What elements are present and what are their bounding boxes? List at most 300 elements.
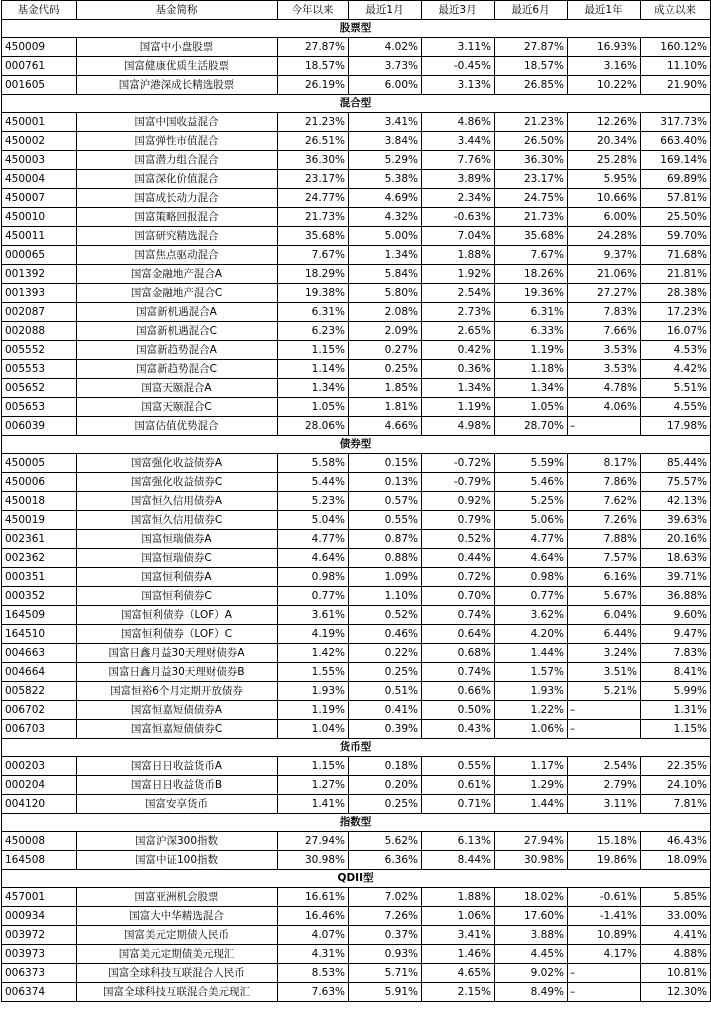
return-3m-cell: 1.19% [422, 398, 495, 417]
return-6m-cell: 18.02% [495, 888, 568, 907]
ytd-return-cell: 6.31% [278, 303, 349, 322]
fund-code-cell: 005822 [2, 682, 77, 701]
return-1m-cell: 0.18% [349, 757, 422, 776]
return-1y-cell: 5.67% [568, 587, 641, 606]
return-6m-cell: 0.77% [495, 587, 568, 606]
return-since-inception-cell: 42.13% [641, 492, 711, 511]
return-1m-cell: 0.46% [349, 625, 422, 644]
return-since-inception-cell: 25.50% [641, 208, 711, 227]
return-6m-cell: 3.62% [495, 606, 568, 625]
fund-name-cell: 国富恒利债券A [77, 568, 278, 587]
return-since-inception-cell: 18.09% [641, 851, 711, 870]
return-since-inception-cell: 22.35% [641, 757, 711, 776]
return-1m-cell: 0.52% [349, 606, 422, 625]
fund-name-cell: 国富全球科技互联混合人民币 [77, 964, 278, 983]
return-6m-cell: 5.06% [495, 511, 568, 530]
return-1m-cell: 7.02% [349, 888, 422, 907]
return-1y-cell: 20.34% [568, 132, 641, 151]
return-1m-cell: 0.41% [349, 701, 422, 720]
table-row [2, 851, 711, 870]
return-1y-cell: 3.53% [568, 341, 641, 360]
return-6m-cell: 27.94% [495, 832, 568, 851]
fund-code-cell: 000203 [2, 757, 77, 776]
fund-code-cell: 006373 [2, 964, 77, 983]
return-since-inception-cell: 17.23% [641, 303, 711, 322]
ytd-return-cell: 8.53% [278, 964, 349, 983]
fund-code-cell: 001392 [2, 265, 77, 284]
return-1m-cell: 0.25% [349, 795, 422, 814]
return-3m-cell: -0.72% [422, 454, 495, 473]
return-3m-cell: 3.89% [422, 170, 495, 189]
ytd-return-cell: 1.19% [278, 701, 349, 720]
fund-code-cell: 002362 [2, 549, 77, 568]
return-3m-cell: 4.86% [422, 113, 495, 132]
return-6m-cell: 1.06% [495, 720, 568, 739]
return-3m-cell: 1.34% [422, 379, 495, 398]
return-6m-cell: 26.85% [495, 76, 568, 95]
fund-code-cell: 002088 [2, 322, 77, 341]
return-since-inception-cell: 24.10% [641, 776, 711, 795]
ytd-return-cell: 23.17% [278, 170, 349, 189]
table-row [2, 227, 711, 246]
table-row [2, 644, 711, 663]
ytd-return-cell: 1.55% [278, 663, 349, 682]
return-6m-cell: 21.73% [495, 208, 568, 227]
fund-code-cell: 000351 [2, 568, 77, 587]
header-6m: 最近6月 [495, 1, 568, 20]
return-6m-cell: 9.02% [495, 964, 568, 983]
return-1m-cell: 0.37% [349, 926, 422, 945]
return-since-inception-cell: 59.70% [641, 227, 711, 246]
return-3m-cell: 7.04% [422, 227, 495, 246]
fund-name-cell: 国富日日收益货币A [77, 757, 278, 776]
section-header-row [2, 436, 711, 454]
return-3m-cell: 0.68% [422, 644, 495, 663]
return-1y-cell: 6.04% [568, 606, 641, 625]
return-since-inception-cell: 4.41% [641, 926, 711, 945]
return-6m-cell: 4.77% [495, 530, 568, 549]
fund-name-cell: 国富恒利债券C [77, 587, 278, 606]
return-1m-cell: 1.10% [349, 587, 422, 606]
return-3m-cell: 1.06% [422, 907, 495, 926]
table-row [2, 57, 711, 76]
ytd-return-cell: 26.19% [278, 76, 349, 95]
return-1y-cell: 27.27% [568, 284, 641, 303]
return-1y-cell: 4.78% [568, 379, 641, 398]
return-1m-cell: 0.57% [349, 492, 422, 511]
return-6m-cell: 35.68% [495, 227, 568, 246]
fund-name-cell: 国富美元定期债人民币 [77, 926, 278, 945]
return-since-inception-cell: 28.38% [641, 284, 711, 303]
return-1y-cell: – [568, 964, 641, 983]
ytd-return-cell: 5.23% [278, 492, 349, 511]
header-1m: 最近1月 [349, 1, 422, 20]
table-row [2, 454, 711, 473]
fund-name-cell: 国富深化价值混合 [77, 170, 278, 189]
return-1y-cell: -1.41% [568, 907, 641, 926]
section-header-row [2, 95, 711, 113]
return-6m-cell: 1.57% [495, 663, 568, 682]
return-6m-cell: 30.98% [495, 851, 568, 870]
return-1y-cell: 24.28% [568, 227, 641, 246]
table-body [2, 20, 711, 1002]
ytd-return-cell: 21.23% [278, 113, 349, 132]
return-3m-cell: 0.42% [422, 341, 495, 360]
return-1m-cell: 0.15% [349, 454, 422, 473]
section-header-row [2, 739, 711, 757]
table-row [2, 983, 711, 1002]
return-1y-cell: 6.16% [568, 568, 641, 587]
return-1m-cell: 1.34% [349, 246, 422, 265]
return-6m-cell: 1.44% [495, 795, 568, 814]
fund-code-cell: 450019 [2, 511, 77, 530]
return-1m-cell: 1.85% [349, 379, 422, 398]
return-6m-cell: 1.22% [495, 701, 568, 720]
ytd-return-cell: 1.42% [278, 644, 349, 663]
return-1m-cell: 3.41% [349, 113, 422, 132]
header-1y: 最近1年 [568, 1, 641, 20]
table-row [2, 151, 711, 170]
return-1m-cell: 5.38% [349, 170, 422, 189]
fund-code-cell: 450018 [2, 492, 77, 511]
return-1y-cell: 6.44% [568, 625, 641, 644]
ytd-return-cell: 1.15% [278, 757, 349, 776]
return-1y-cell: 21.06% [568, 265, 641, 284]
return-1y-cell: – [568, 983, 641, 1002]
fund-code-cell: 450002 [2, 132, 77, 151]
fund-name-cell: 国富新趋势混合C [77, 360, 278, 379]
return-3m-cell: 4.98% [422, 417, 495, 436]
table-row [2, 606, 711, 625]
return-1y-cell: 7.62% [568, 492, 641, 511]
return-6m-cell: 1.34% [495, 379, 568, 398]
return-since-inception-cell: 17.98% [641, 417, 711, 436]
return-3m-cell: 0.79% [422, 511, 495, 530]
section-title: 混合型 [2, 95, 711, 113]
return-3m-cell: -0.79% [422, 473, 495, 492]
ytd-return-cell: 1.34% [278, 379, 349, 398]
return-3m-cell: 3.41% [422, 926, 495, 945]
fund-code-cell: 003972 [2, 926, 77, 945]
return-since-inception-cell: 8.41% [641, 663, 711, 682]
fund-name-cell: 国富日鑫月益30天理财债券B [77, 663, 278, 682]
fund-code-cell: 457001 [2, 888, 77, 907]
return-1y-cell: 10.66% [568, 189, 641, 208]
return-1m-cell: 0.39% [349, 720, 422, 739]
fund-name-cell: 国富中证100指数 [77, 851, 278, 870]
ytd-return-cell: 4.19% [278, 625, 349, 644]
return-since-inception-cell: 4.42% [641, 360, 711, 379]
return-3m-cell: 2.73% [422, 303, 495, 322]
fund-name-cell: 国富强化收益债券A [77, 454, 278, 473]
table-row [2, 322, 711, 341]
return-1y-cell: 3.51% [568, 663, 641, 682]
return-3m-cell: 4.65% [422, 964, 495, 983]
return-1m-cell: 0.55% [349, 511, 422, 530]
ytd-return-cell: 7.67% [278, 246, 349, 265]
fund-code-cell: 005552 [2, 341, 77, 360]
table-row [2, 530, 711, 549]
table-row [2, 549, 711, 568]
return-1y-cell: 25.28% [568, 151, 641, 170]
return-3m-cell: 3.44% [422, 132, 495, 151]
table-row [2, 398, 711, 417]
return-6m-cell: 5.46% [495, 473, 568, 492]
return-3m-cell: 0.72% [422, 568, 495, 587]
return-6m-cell: 17.60% [495, 907, 568, 926]
table-row [2, 701, 711, 720]
fund-code-cell: 450006 [2, 473, 77, 492]
return-6m-cell: 21.23% [495, 113, 568, 132]
table-row [2, 208, 711, 227]
ytd-return-cell: 21.73% [278, 208, 349, 227]
table-row [2, 945, 711, 964]
return-6m-cell: 19.36% [495, 284, 568, 303]
return-1y-cell: 6.00% [568, 208, 641, 227]
return-6m-cell: 27.87% [495, 38, 568, 57]
fund-name-cell: 国富恒瑞债券C [77, 549, 278, 568]
fund-code-cell: 450007 [2, 189, 77, 208]
table-row [2, 663, 711, 682]
ytd-return-cell: 6.23% [278, 322, 349, 341]
return-6m-cell: 18.57% [495, 57, 568, 76]
return-1m-cell: 7.26% [349, 907, 422, 926]
section-header-row [2, 20, 711, 38]
fund-code-cell: 001393 [2, 284, 77, 303]
fund-name-cell: 国富估值优势混合 [77, 417, 278, 436]
return-6m-cell: 1.18% [495, 360, 568, 379]
return-3m-cell: 8.44% [422, 851, 495, 870]
fund-code-cell: 164508 [2, 851, 77, 870]
return-3m-cell: -0.45% [422, 57, 495, 76]
fund-code-cell: 450009 [2, 38, 77, 57]
return-1y-cell: 5.95% [568, 170, 641, 189]
return-1y-cell: 15.18% [568, 832, 641, 851]
fund-code-cell: 000204 [2, 776, 77, 795]
ytd-return-cell: 24.77% [278, 189, 349, 208]
table-row [2, 113, 711, 132]
return-1y-cell: 7.57% [568, 549, 641, 568]
return-1m-cell: 5.29% [349, 151, 422, 170]
return-3m-cell: 0.71% [422, 795, 495, 814]
table-row [2, 170, 711, 189]
fund-name-cell: 国富沪港深成长精选股票 [77, 76, 278, 95]
fund-code-cell: 000352 [2, 587, 77, 606]
ytd-return-cell: 18.29% [278, 265, 349, 284]
fund-name-cell: 国富天颐混合A [77, 379, 278, 398]
return-1y-cell: 10.89% [568, 926, 641, 945]
header-fund-name: 基金简称 [77, 1, 278, 20]
return-1y-cell: 7.26% [568, 511, 641, 530]
return-6m-cell: 6.33% [495, 322, 568, 341]
return-since-inception-cell: 36.88% [641, 587, 711, 606]
fund-code-cell: 002087 [2, 303, 77, 322]
ytd-return-cell: 1.14% [278, 360, 349, 379]
return-3m-cell: 0.61% [422, 776, 495, 795]
header-fund-code: 基金代码 [2, 1, 77, 20]
return-3m-cell: 2.65% [422, 322, 495, 341]
return-3m-cell: -0.63% [422, 208, 495, 227]
ytd-return-cell: 36.30% [278, 151, 349, 170]
fund-name-cell: 国富新趋势混合A [77, 341, 278, 360]
fund-name-cell: 国富日鑫月益30天理财债券A [77, 644, 278, 663]
return-6m-cell: 28.70% [495, 417, 568, 436]
return-1m-cell: 0.25% [349, 360, 422, 379]
return-1m-cell: 4.66% [349, 417, 422, 436]
table-row [2, 511, 711, 530]
return-1m-cell: 3.84% [349, 132, 422, 151]
return-since-inception-cell: 21.90% [641, 76, 711, 95]
header-ytd: 今年以来 [278, 1, 349, 20]
ytd-return-cell: 30.98% [278, 851, 349, 870]
return-1m-cell: 1.09% [349, 568, 422, 587]
return-1y-cell: 19.86% [568, 851, 641, 870]
return-6m-cell: 7.67% [495, 246, 568, 265]
return-since-inception-cell: 46.43% [641, 832, 711, 851]
return-1y-cell: -0.61% [568, 888, 641, 907]
ytd-return-cell: 1.27% [278, 776, 349, 795]
fund-code-cell: 006039 [2, 417, 77, 436]
fund-name-cell: 国富成长动力混合 [77, 189, 278, 208]
table-row [2, 587, 711, 606]
return-1m-cell: 5.84% [349, 265, 422, 284]
ytd-return-cell: 0.77% [278, 587, 349, 606]
table-row [2, 720, 711, 739]
fund-name-cell: 国富恒久信用债券C [77, 511, 278, 530]
return-1m-cell: 1.81% [349, 398, 422, 417]
fund-code-cell: 002361 [2, 530, 77, 549]
fund-code-cell: 006374 [2, 983, 77, 1002]
return-since-inception-cell: 317.73% [641, 113, 711, 132]
ytd-return-cell: 3.61% [278, 606, 349, 625]
return-since-inception-cell: 16.07% [641, 322, 711, 341]
table-row [2, 360, 711, 379]
fund-name-cell: 国富恒嘉短债债券A [77, 701, 278, 720]
fund-name-cell: 国富沪深300指数 [77, 832, 278, 851]
return-1y-cell: 3.53% [568, 360, 641, 379]
return-1m-cell: 0.20% [349, 776, 422, 795]
ytd-return-cell: 5.58% [278, 454, 349, 473]
table-row [2, 246, 711, 265]
fund-name-cell: 国富全球科技互联混合美元现汇 [77, 983, 278, 1002]
return-3m-cell: 0.50% [422, 701, 495, 720]
ytd-return-cell: 4.07% [278, 926, 349, 945]
return-1y-cell: – [568, 417, 641, 436]
fund-name-cell: 国富策略回报混合 [77, 208, 278, 227]
return-since-inception-cell: 33.00% [641, 907, 711, 926]
table-row [2, 757, 711, 776]
fund-name-cell: 国富新机遇混合C [77, 322, 278, 341]
return-1y-cell: 4.06% [568, 398, 641, 417]
return-6m-cell: 4.45% [495, 945, 568, 964]
ytd-return-cell: 16.46% [278, 907, 349, 926]
ytd-return-cell: 27.94% [278, 832, 349, 851]
fund-name-cell: 国富金融地产混合A [77, 265, 278, 284]
fund-code-cell: 450001 [2, 113, 77, 132]
section-header-row [2, 814, 711, 832]
return-since-inception-cell: 21.81% [641, 265, 711, 284]
fund-code-cell: 450004 [2, 170, 77, 189]
return-3m-cell: 0.70% [422, 587, 495, 606]
ytd-return-cell: 0.98% [278, 568, 349, 587]
return-1m-cell: 2.08% [349, 303, 422, 322]
return-1y-cell: 4.17% [568, 945, 641, 964]
fund-name-cell: 国富恒瑞债券A [77, 530, 278, 549]
table-row [2, 568, 711, 587]
table-row [2, 379, 711, 398]
return-1y-cell: – [568, 720, 641, 739]
table-row [2, 926, 711, 945]
ytd-return-cell: 28.06% [278, 417, 349, 436]
return-6m-cell: 4.64% [495, 549, 568, 568]
return-6m-cell: 1.19% [495, 341, 568, 360]
fund-name-cell: 国富潜力组合混合 [77, 151, 278, 170]
return-6m-cell: 8.49% [495, 983, 568, 1002]
return-3m-cell: 0.64% [422, 625, 495, 644]
return-1m-cell: 5.91% [349, 983, 422, 1002]
return-6m-cell: 3.88% [495, 926, 568, 945]
return-6m-cell: 23.17% [495, 170, 568, 189]
fund-code-cell: 004120 [2, 795, 77, 814]
fund-code-cell: 450010 [2, 208, 77, 227]
return-since-inception-cell: 7.83% [641, 644, 711, 663]
return-3m-cell: 2.34% [422, 189, 495, 208]
return-1y-cell: 3.16% [568, 57, 641, 76]
fund-code-cell: 450005 [2, 454, 77, 473]
return-3m-cell: 0.74% [422, 663, 495, 682]
return-1y-cell: 2.54% [568, 757, 641, 776]
return-1m-cell: 5.62% [349, 832, 422, 851]
return-3m-cell: 0.36% [422, 360, 495, 379]
return-since-inception-cell: 9.47% [641, 625, 711, 644]
return-since-inception-cell: 12.30% [641, 983, 711, 1002]
return-since-inception-cell: 663.40% [641, 132, 711, 151]
fund-code-cell: 004663 [2, 644, 77, 663]
return-since-inception-cell: 5.85% [641, 888, 711, 907]
return-6m-cell: 1.05% [495, 398, 568, 417]
table-row [2, 492, 711, 511]
fund-code-cell: 000761 [2, 57, 77, 76]
return-6m-cell: 24.75% [495, 189, 568, 208]
table-row [2, 38, 711, 57]
table-row [2, 473, 711, 492]
fund-code-cell: 450003 [2, 151, 77, 170]
table-row [2, 795, 711, 814]
return-since-inception-cell: 71.68% [641, 246, 711, 265]
fund-name-cell: 国富中国收益混合 [77, 113, 278, 132]
return-since-inception-cell: 57.81% [641, 189, 711, 208]
return-3m-cell: 1.88% [422, 246, 495, 265]
return-3m-cell: 3.11% [422, 38, 495, 57]
return-1y-cell: 7.86% [568, 473, 641, 492]
ytd-return-cell: 1.04% [278, 720, 349, 739]
table-row [2, 625, 711, 644]
return-6m-cell: 18.26% [495, 265, 568, 284]
return-3m-cell: 3.13% [422, 76, 495, 95]
ytd-return-cell: 4.77% [278, 530, 349, 549]
return-since-inception-cell: 10.81% [641, 964, 711, 983]
fund-name-cell: 国富恒久信用债券A [77, 492, 278, 511]
return-3m-cell: 2.54% [422, 284, 495, 303]
fund-name-cell: 国富天颐混合C [77, 398, 278, 417]
return-6m-cell: 4.20% [495, 625, 568, 644]
return-3m-cell: 0.74% [422, 606, 495, 625]
return-1y-cell: 7.66% [568, 322, 641, 341]
return-1m-cell: 6.36% [349, 851, 422, 870]
ytd-return-cell: 26.51% [278, 132, 349, 151]
ytd-return-cell: 1.93% [278, 682, 349, 701]
return-1m-cell: 0.27% [349, 341, 422, 360]
